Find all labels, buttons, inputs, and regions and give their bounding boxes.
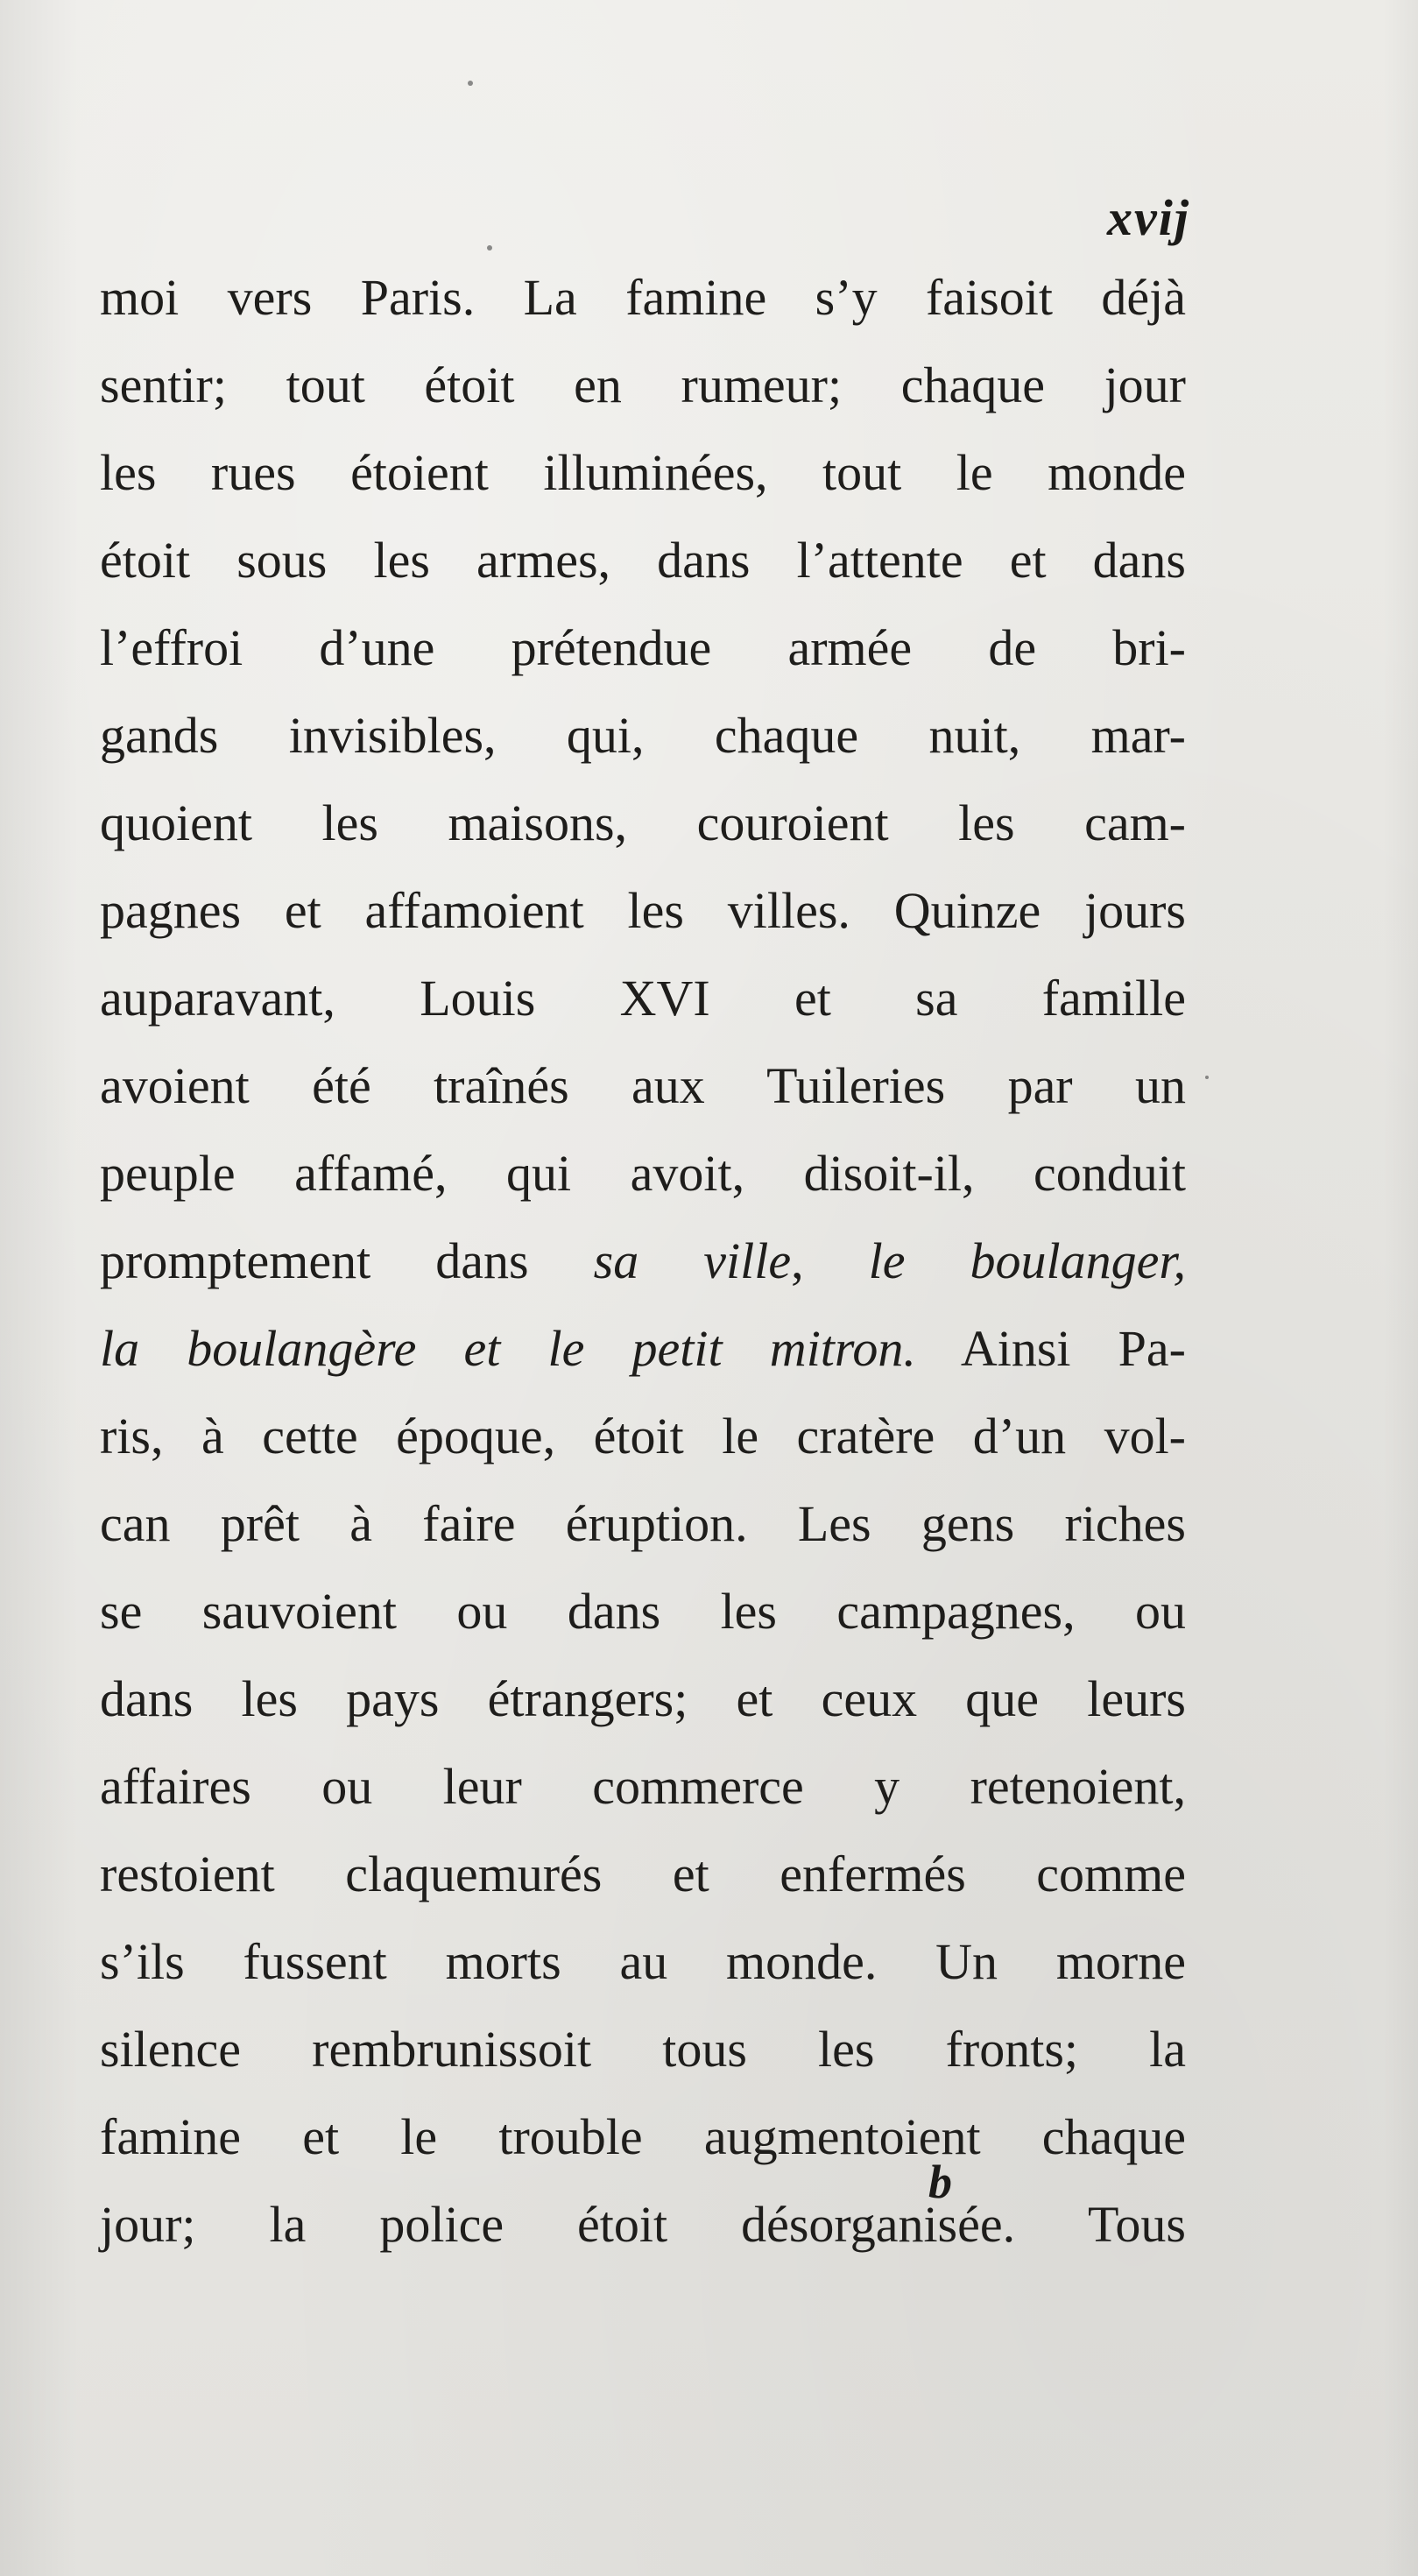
text-line [100,780,1186,867]
text-line [100,604,1186,692]
italic-run: sa ville [593,1232,792,1289]
ink-speck [1205,1076,1209,1079]
text-run: promptement dans [100,1232,594,1289]
text-line [100,1918,1186,2006]
text-line [100,2093,1186,2181]
text-line [100,1743,1186,1831]
text-run: l’effroi d’une prétendue armée de bri- [100,619,1186,676]
text-line [100,429,1186,517]
text-run: peuple affamé, qui avoit, disoit-il, conduit [100,1145,1186,1202]
text-run: jour; la police étoit désorganisée. Tous [100,2196,1186,2253]
text-run: pagnes et affamoient les villes. Quinze jours [100,882,1186,939]
text-run: ris, à cette époque, étoit le cratère d’un vol- [100,1408,1186,1464]
text-line [100,1480,1186,1568]
page-folio: xvij [1107,189,1190,246]
text-line [100,867,1186,955]
text-line [100,1655,1186,1743]
text-run: Ainsi Pa- [915,1320,1186,1377]
text-run: affaires ou leur commerce y retenoient, [100,1758,1186,1815]
italic-run: la boulangère et le petit mitron. [100,1320,916,1377]
text-line [100,2181,1186,2269]
text-run: can prêt à faire éruption. Les gens riches [100,1495,1186,1552]
text-run: les rues étoient illuminées, tout le monde [100,444,1186,501]
text-run: famine et le trouble augmentoient chaque [100,2108,1186,2165]
text-line [100,1217,1186,1305]
text-run: restoient claquemurés et enfermés comme [100,1846,1186,1902]
text-run: auparavant, Louis XVI et sa famille [100,970,1186,1027]
text-line [100,692,1186,780]
text-line [100,2006,1186,2093]
text-line [100,1393,1186,1480]
text-run: moi vers Paris. La famine s’y faisoit déjà [100,269,1186,326]
text-run: avoient été traînés aux Tuileries par un [100,1057,1186,1114]
text-run: étoit sous les armes, dans l’attente et dans [100,532,1186,589]
text-run: gands invisibles, qui, chaque nuit, mar- [100,707,1186,764]
text-line [100,517,1186,604]
text-run: dans les pays étrangers; et ceux que leurs [100,1670,1186,1727]
italic-run: le boulanger, [868,1232,1186,1289]
text-line [100,254,1186,342]
text-line [100,1831,1186,1918]
text-line [100,1042,1186,1130]
text-run: , [791,1232,869,1289]
text-run: quoient les maisons, couroient les cam- [100,794,1186,851]
signature-mark: b [928,2156,952,2208]
ink-speck [487,245,492,251]
text-run: s’ils fussent morts au monde. Un morne [100,1933,1186,1990]
text-line [100,955,1186,1042]
text-line [100,1130,1186,1217]
text-line [100,342,1186,429]
text-line [100,1568,1186,1655]
text-run: sentir; tout étoit en rumeur; chaque jour [100,356,1186,413]
ink-speck [468,81,473,86]
text-run: silence rembrunissoit tous les fronts; la [100,2021,1186,2078]
body-text [100,254,1186,2269]
text-line [100,1305,1186,1393]
text-run: se sauvoient ou dans les campagnes, ou [100,1583,1186,1640]
